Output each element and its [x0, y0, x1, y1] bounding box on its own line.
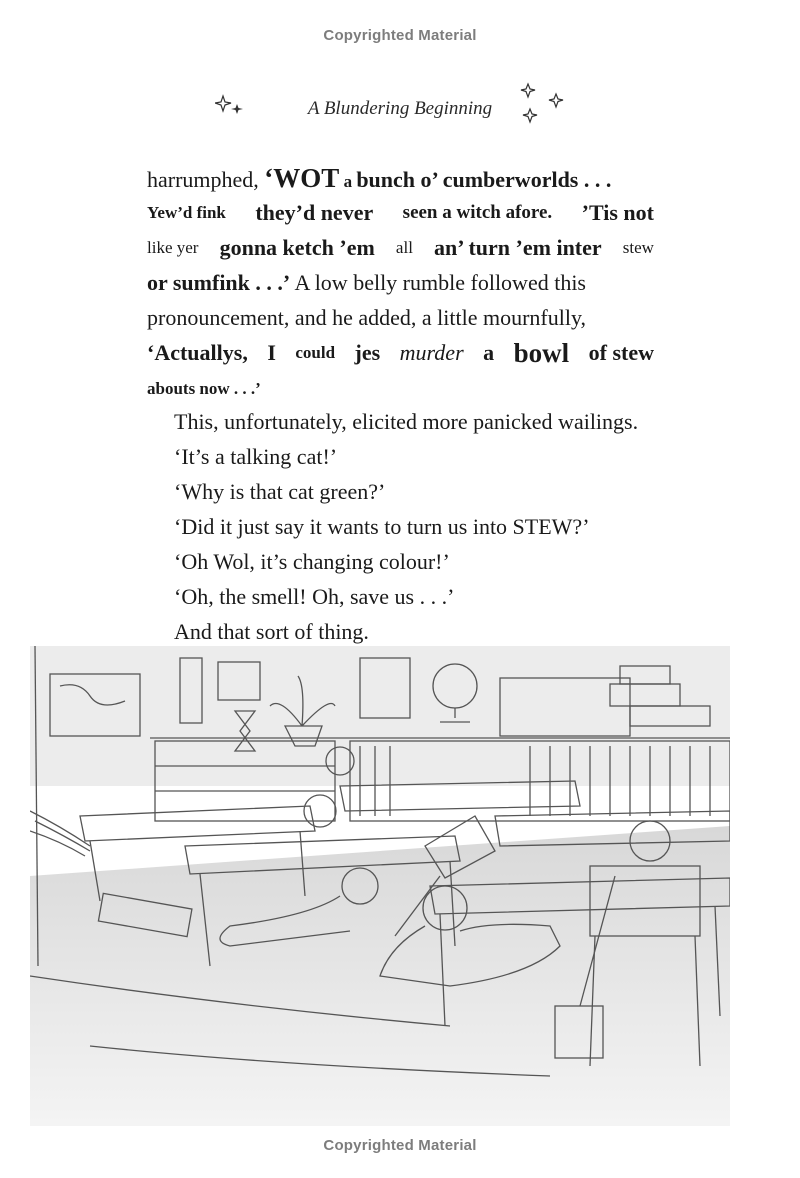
dialogue-line-talking-cat: ‘It’s a talking cat!’ [174, 444, 338, 469]
child-behind-desk [304, 795, 336, 827]
running-head-chapter-title: A Blundering Beginning [307, 98, 493, 119]
desk-back-left [80, 806, 315, 841]
dialogue-line-stew: ‘Did it just say it wants to turn us into STEW?’ [174, 514, 590, 539]
dialogue-line-smell: ‘Oh, the smell! Oh, save us . . .’ [174, 584, 455, 609]
copyright-watermark-top: Copyrighted Material [323, 27, 477, 44]
copyright-watermark-bottom: Copyrighted Material [323, 1137, 477, 1154]
text-line-7: abouts now . . .’ [147, 379, 261, 398]
text-line-1: harrumphed, ‘WOT a bunch o’ cumberworlds . . . [147, 163, 612, 193]
text-line-5: pronouncement, and he added, a little mournfully, [147, 305, 587, 330]
dialogue-line-green-cat: ‘Why is that cat green?’ [174, 479, 386, 504]
text-line-8: This, unfortunately, elicited more panicked wailings. [174, 409, 639, 434]
star-ornament-right-icon [518, 80, 568, 130]
text-line-3: like yer gonna ketch ’em all an’ turn ’em inter stew [147, 235, 654, 260]
text-line-2: Yew’d fink they’d never seen a witch afore. ’Tis not [147, 200, 654, 225]
classroom-illustration [30, 646, 730, 1126]
text-line-sort-of-thing: And that sort of thing. [174, 619, 369, 644]
dialogue-line-changing-colour: ‘Oh Wol, it’s changing colour!’ [174, 549, 450, 574]
text-line-4: or sumfink . . .’ A low belly rumble followed this [147, 270, 586, 295]
text-line-6: ‘Actuallys, I could jes murder a bowl of stew [147, 338, 654, 368]
